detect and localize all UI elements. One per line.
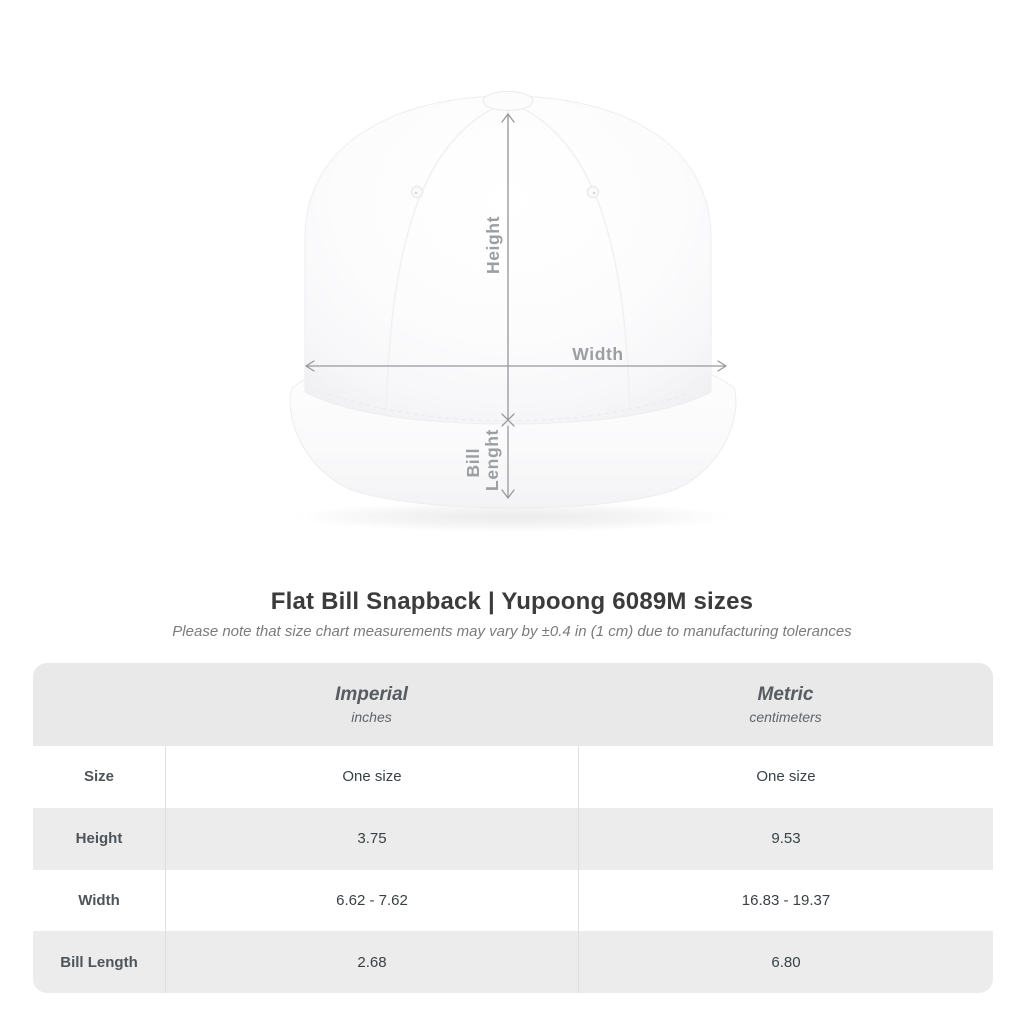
metric-value: 16.83 - 19.37	[578, 870, 993, 932]
width-measure-label: Width	[572, 344, 624, 364]
hat-top-button	[483, 92, 533, 111]
bill-length-label-line2: Lenght	[482, 429, 502, 491]
imperial-value: One size	[165, 746, 578, 808]
row-label: Width	[78, 891, 120, 909]
header-imperial	[165, 684, 578, 725]
metric-unit-label: centimeters	[749, 709, 822, 725]
eyelet-left-icon	[412, 187, 423, 198]
height-measure-label: Height	[483, 215, 503, 275]
hat-diagram	[280, 80, 750, 540]
tolerance-note: Please note that size chart measurements may vary by ±0.4 in (1 cm) due to manufacturing tolerances	[172, 623, 852, 640]
header-metric	[578, 684, 993, 725]
imperial-value: 2.68	[165, 931, 578, 993]
metric-value: 9.53	[578, 808, 993, 870]
table-row-bill-length	[33, 931, 993, 993]
row-label: Height	[75, 830, 123, 848]
imperial-unit-label: inches	[351, 709, 392, 725]
page-title: Flat Bill Snapback | Yupoong 6089M sizes	[270, 588, 754, 615]
heading-block	[0, 588, 1024, 640]
row-label: Bill Length	[60, 953, 138, 971]
size-table-header	[33, 663, 993, 746]
bill-length-label-line1: Bill	[463, 447, 483, 478]
imperial-value: 3.75	[165, 808, 578, 870]
metric-value: 6.80	[578, 931, 993, 993]
row-label: Size	[83, 768, 114, 786]
metric-label: Metric	[757, 684, 814, 705]
table-row-width	[33, 870, 993, 932]
size-table	[33, 663, 993, 993]
header-spacer	[33, 663, 165, 746]
imperial-value: 6.62 - 7.62	[165, 870, 578, 932]
table-row-height	[33, 808, 993, 870]
eyelet-right-icon	[588, 187, 599, 198]
imperial-label: Imperial	[335, 684, 408, 705]
table-row-size	[33, 746, 993, 808]
metric-value: One size	[578, 746, 993, 808]
